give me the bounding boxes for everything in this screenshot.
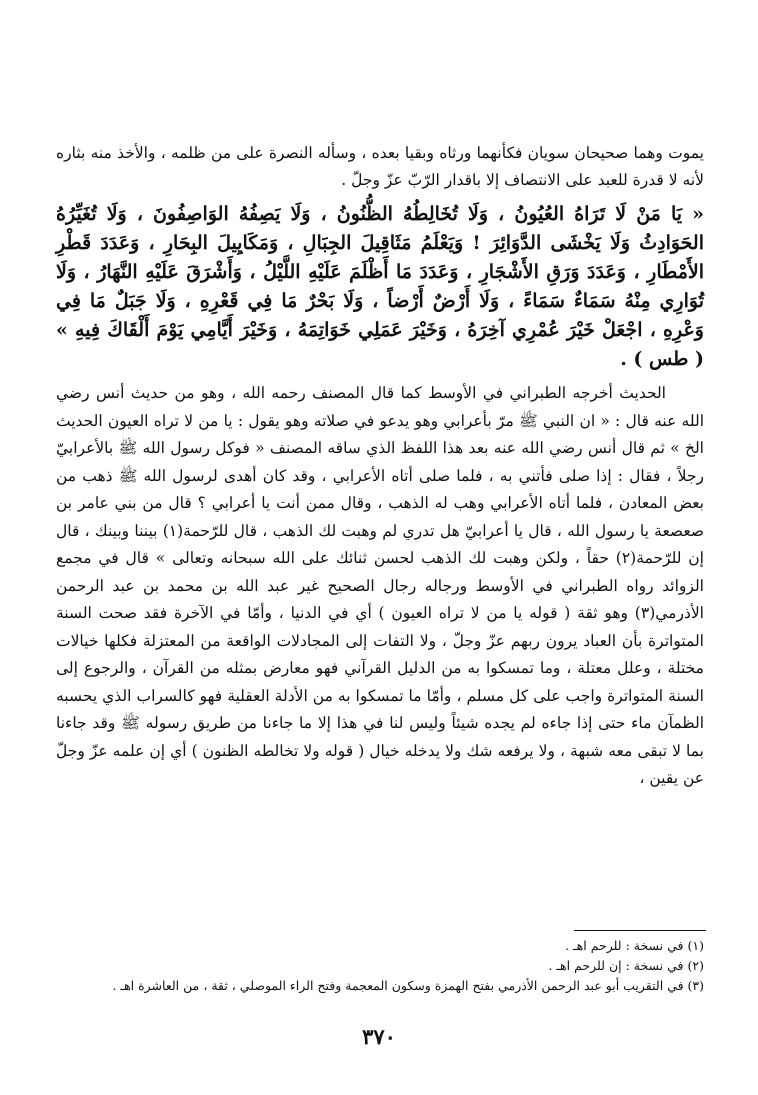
footnote-divider — [574, 930, 706, 931]
footnote-1: (١) في نسخة : للرحم اهـ . — [565, 938, 704, 953]
footnote-3: (٣) في التقريب أبو عبد الرحمن الأذرمي بفتح الهمزة وسكون المعجمة وفتح الراء الموصلي ، ثقة ، من العاشرة اهـ . — [112, 978, 704, 993]
page-content — [56, 140, 704, 793]
commentary-paragraph: الحديث أخرجه الطبراني في الأوسط كما قال المصنف رحمه الله ، وهو من حديث أنس رضي الله عنه قال : « ان النبي ﷺ مرّ بأعرابي وهو يدعو في صلاته وهو يقول : يا من لا تراه العيون الحديث الخ » ثم قال أنس رضي الله عنه بعد هذا اللفظ الذي ساقه المصنف « فوكل رسول الله ﷺ بالأعرابيّ رجلاً ، فقال : إذا صلى فأتني به ، فلما صلى أتاه الأعرابي ، وقد كان أهدى لرسول الله ﷺ ذهب من بعض المعادن ، فلما أتاه الأعرابي وهب له الذهب ، وقال ممن أنت يا أعرابي ؟ قال من بني عامر بن صعصعة يا رسول الله ، قال يا أعرابيّ هل تدري لم وهبت لك الذهب ، قال للرّحمة(١) بيننا وبينك ، قال إن للرّحمة(٢) حقاً ، ولكن وهبت لك الذهب لحسن ثنائك على الله سبحانه وتعالى » قال في مجمع الزوائد رواه الطبراني في الأوسط ورجاله رجال الصحيح غير عبد الله بن محمد بن عبد الرحمن الأذرمي(٣) وهو ثقة ( قوله يا من لا تراه العيون ) أي في الدنيا ، وأمّا في الآخرة فقد صحت السنة المتواترة بأن العباد يرون ربهم عزّ وجلّ ، ولا التفات إلى المجادلات الواقعة من المعتزلة فكلها خيالات مختلة ، وعلل معتلة ، وما تمسكوا به من الدليل القرآني فهو معارض بمثله من القرآن ، والرجوع إلى السنة المتواترة واجب على كل مسلم ، وأمّا ما تمسكوا به من الأدلة العقلية فهو كالسراب الذي يحسبه الظمآن ماء حتى إذا جاءه لم يجده شيئاً وليس لنا في هذا إلا ما جاءنا من طريق رسوله ﷺ وقد جاءنا بما لا تبقى معه شبهة ، ولا يرفعه شك ولا يدخله خيال ( قوله ولا تخالطه الظنون ) أي إن علمه عزّ وجلّ عن يقين ، — [56, 384, 705, 787]
footnotes — [56, 936, 704, 996]
page-number: ٣٧٠ — [362, 1024, 396, 1049]
intro-paragraph: يموت وهما صحيحان سويان فكأنهما ورثاه وبقيا بعده ، وسأله النصرة على من ظلمه ، والأخذ منه بثاره لأنه لا قدرة للعبد على الانتصاف إلا باقدار الرّبّ عزّ وجلّ . — [56, 144, 704, 189]
footnote-2: (٢) في نسخة : إن للرحم اهـ . — [548, 958, 704, 973]
dua-text: « يَا مَنْ لَا تَرَاهُ العُيُونُ ، وَلَا تُخَالِطُهُ الظُّنُونُ ، وَلَا يَصِفُهُ الوَاصِفُونَ ، وَلَا تُغَيِّرُهُ الحَوَادِثُ وَلَا يَخْشَى الدَّوَائِرَ ! وَيَعْلَمُ مَثَاقِيلَ الجِبَالِ ، وَمَكَايِيلَ البِحَارِ ، وَعَدَدَ قَطْرِ الأَمْطَارِ ، وَعَدَدَ وَرَقِ الأَشْجَارِ ، وَعَدَدَ مَا أَظْلَمَ عَلَيْهِ اللَّيْلُ ، وَأَشْرَقَ عَلَيْهِ النَّهَارُ ، وَلَا تُوَارِي مِنْهُ سَمَاءٌ سَمَاءً ، وَلَا أَرْضٌ أَرْضاً ، وَلَا بَحْرٌ مَا فِي قَعْرِهِ ، وَلَا جَبَلٌ مَا فِي وَعْرِهِ ، اجْعَلْ خَيْرَ عُمْرِي آخِرَهُ ، وَخَيْرَ عَمَلِي خَوَاتِمَهُ ، وَخَيْرَ أَيَّامِي يَوْمَ أَلْقَاكَ فِيهِ » ( طس ) . — [56, 203, 704, 370]
